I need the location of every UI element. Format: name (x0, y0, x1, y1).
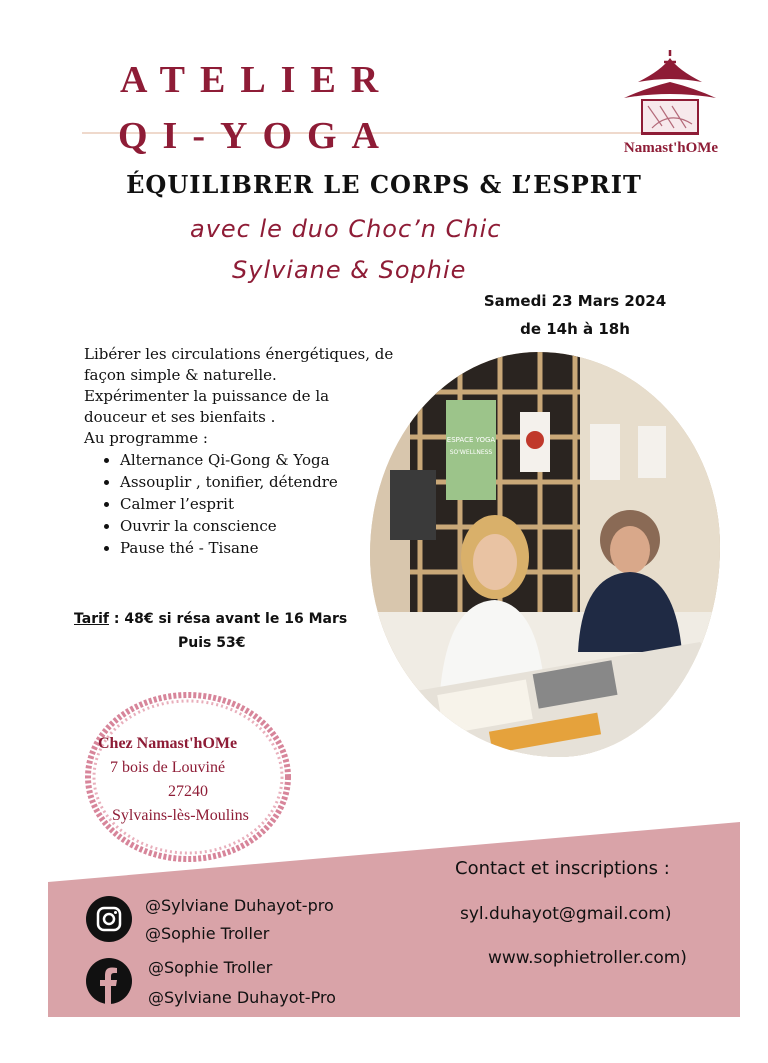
event-photo (370, 352, 720, 757)
pricing-line-2: Puis 53€ (178, 635, 246, 651)
title-line-2: QI-YOGA (118, 115, 394, 157)
event-date: Samedi 23 Mars 2024 (483, 292, 667, 310)
instagram-handle-1[interactable]: @Sylviane Duhayot-pro (145, 896, 334, 915)
presenter-names: Sylviane & Sophie (232, 256, 467, 284)
contact-website[interactable]: www.sophietroller.com) (488, 948, 687, 968)
photo-sign-text: ESPACE YOGA (446, 436, 496, 444)
facebook-handle-1[interactable]: @Sophie Troller (148, 958, 273, 977)
title-line-1: ATELIER (120, 59, 394, 101)
description-para-1: Libérer les circulations énergétiques, de façon simple & naturelle. (84, 345, 394, 384)
duo-line: avec le duo Choc’n Chic (190, 215, 502, 243)
pricing-early: : 48€ si résa avant le 16 Mars (109, 611, 348, 627)
event-datetime (460, 287, 690, 343)
photo-sign-text-2: SO'WELLNESS (449, 449, 493, 456)
address-name: Chez Namast'hOMe (98, 735, 238, 752)
photo-illustration (370, 352, 720, 757)
program-item: • Assouplir , tonifier, détendre (120, 471, 394, 493)
subtitle: ÉQUILIBRER LE CORPS & L’ESPRIT (126, 170, 642, 199)
address-street: 7 bois de Louviné (110, 759, 226, 776)
contact-email[interactable]: syl.duhayot@gmail.com) (460, 904, 672, 924)
instagram-handle-2[interactable]: @Sophie Troller (145, 924, 270, 943)
contact-title: Contact et inscriptions : (455, 858, 670, 879)
address-city: Sylvains-lès-Moulins (112, 807, 249, 824)
program-item: • Pause thé - Tisane (120, 537, 394, 559)
instagram-icon[interactable] (86, 896, 132, 942)
description-para-2: Expérimenter la puissance de la douceur et ses bienfaits . (84, 387, 330, 426)
facebook-icon[interactable] (86, 958, 132, 1004)
facebook-handle-2[interactable]: @Sylviane Duhayot-Pro (148, 988, 336, 1007)
program-title: Au programme : (84, 429, 208, 447)
event-time: de 14h à 18h (520, 320, 630, 338)
program-list (84, 449, 394, 559)
program-item: • Alternance Qi-Gong & Yoga (120, 449, 394, 471)
program-item: • Calmer l’esprit (120, 493, 394, 515)
program-item: • Ouvrir la conscience (120, 515, 394, 537)
pricing-line-1 (74, 611, 347, 627)
address-block (90, 732, 290, 828)
logo-text: Namast'hOMe (623, 140, 719, 156)
pricing-label: Tarif (74, 611, 109, 627)
description (84, 344, 394, 559)
address-zip: 27240 (168, 783, 208, 800)
